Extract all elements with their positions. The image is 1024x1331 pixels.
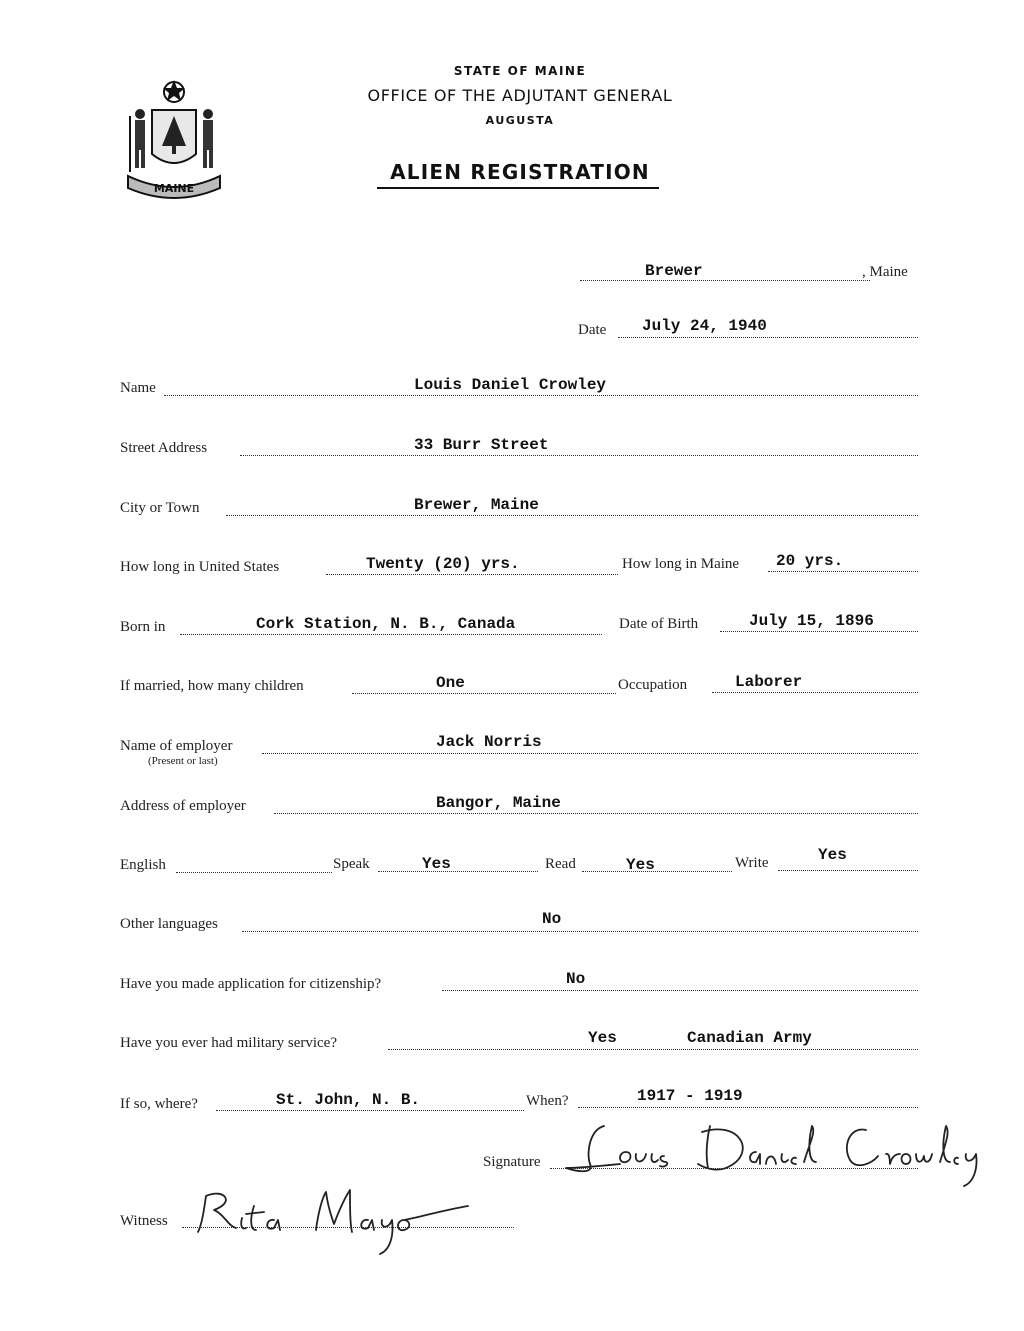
state-heading: STATE OF MAINE [453,64,587,78]
street-value: 33 Burr Street [414,436,549,454]
us-time-line [326,574,618,575]
city-line [226,515,918,516]
employer-address-line [274,813,918,814]
read-line [582,871,732,872]
military-line [388,1049,918,1050]
street-label: Street Address [120,440,208,456]
form-title: ALIEN REGISTRATION [390,160,650,184]
city-label: City or Town [120,500,200,516]
children-label: If married, how many children [120,678,304,694]
where-value: St. John, N. B. [276,1091,421,1109]
other-languages-label: Other languages [120,916,218,932]
title-underline [377,187,659,189]
town-suffix: , Maine [862,264,908,280]
citizenship-value: No [566,970,586,988]
dob-line [720,631,918,632]
when-value: 1917 - 1919 [637,1087,743,1105]
military-label: Have you ever had military service? [120,1035,337,1051]
signature-label: Signature [483,1154,541,1170]
write-line [778,870,918,871]
employer-address-label: Address of employer [120,798,246,814]
us-time-value: Twenty (20) yrs. [366,555,520,573]
speak-value: Yes [422,855,451,873]
employer-value: Jack Norris [436,733,542,751]
name-label: Name [120,380,156,396]
street-line [240,455,918,456]
when-line [578,1107,918,1108]
dob-label: Date of Birth [619,616,699,632]
date-value: July 24, 1940 [642,317,767,335]
me-time-value: 20 yrs. [776,552,844,570]
employer-line [262,753,918,754]
born-line [180,634,602,635]
where-label: If so, where? [120,1096,198,1112]
office-heading: OFFICE OF THE ADJUTANT GENERAL [367,86,673,105]
speak-line [378,871,538,872]
town-line [580,280,870,281]
me-time-label: How long in Maine [622,556,740,572]
occupation-label: Occupation [618,677,688,693]
born-value: Cork Station, N. B., Canada [256,615,516,633]
write-label: Write [735,855,769,871]
military-value: Yes [588,1029,617,1047]
other-languages-value: No [542,910,562,928]
children-line [352,693,616,694]
city-value: Brewer, Maine [414,496,539,514]
english-line [176,872,332,873]
date-line [618,337,918,338]
read-label: Read [545,856,576,872]
occupation-value: Laborer [735,673,803,691]
military-branch-value: Canadian Army [687,1029,812,1047]
name-line [164,395,918,396]
speak-label: Speak [333,856,370,872]
children-value: One [436,674,465,692]
occupation-line [712,692,918,693]
name-value: Louis Daniel Crowley [414,376,607,394]
write-value: Yes [818,846,847,864]
us-time-label: How long in United States [120,559,280,575]
signature-handwriting [560,1112,1024,1192]
dob-value: July 15, 1896 [749,612,874,630]
town-value: Brewer [645,262,703,280]
witness-label: Witness [120,1213,168,1229]
where-line [216,1110,524,1111]
me-time-line [768,571,918,572]
employer-sublabel: (Present or last) [148,755,218,767]
employer-address-value: Bangor, Maine [436,794,561,812]
date-label: Date [578,322,607,338]
other-languages-line [242,931,918,932]
when-label: When? [526,1093,569,1109]
read-value: Yes [626,856,655,874]
seal-text: MAINE [153,182,195,195]
city-heading: AUGUSTA [485,114,555,127]
english-label: English [120,857,166,873]
citizenship-label: Have you made application for citizenship? [120,976,382,992]
employer-label: Name of employer [120,738,233,754]
born-label: Born in [120,619,166,635]
witness-handwriting [184,1178,484,1258]
citizenship-line [442,990,918,991]
